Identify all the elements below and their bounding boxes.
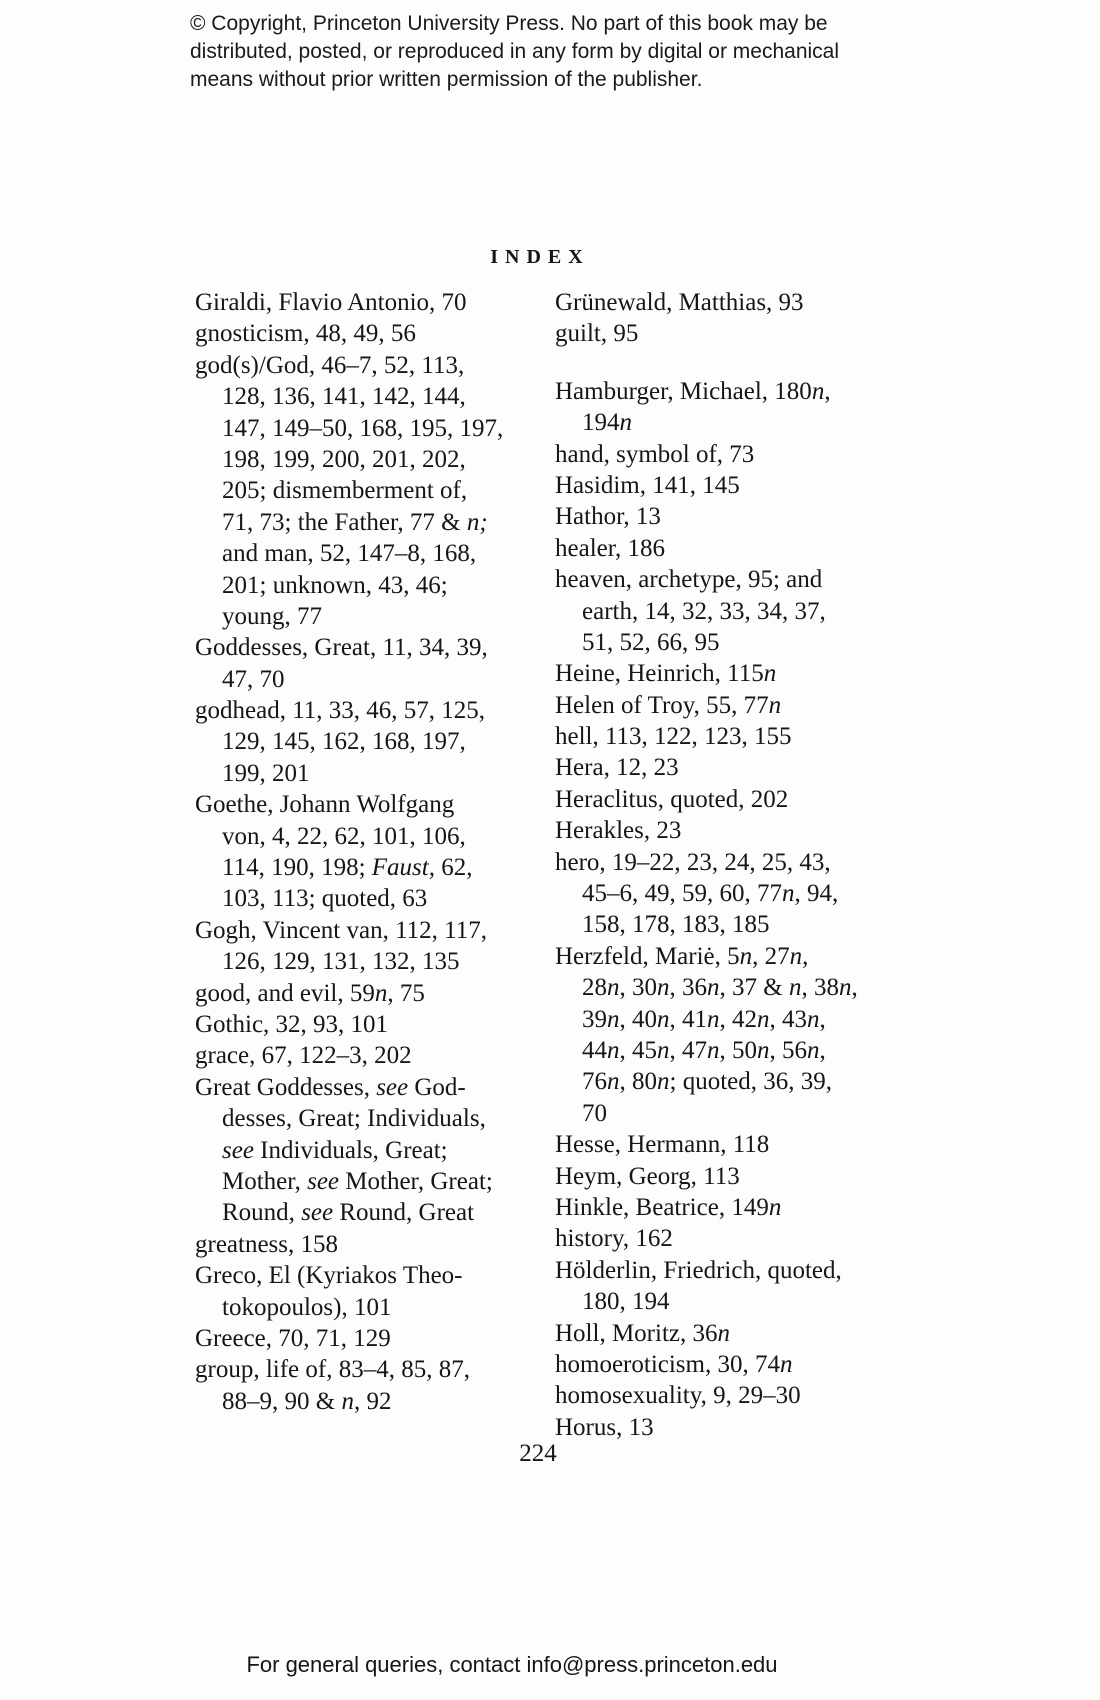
line-text: , 27 [752, 942, 790, 970]
italic-text: n [707, 974, 720, 1002]
line-text: grace, 67, 122–3, 202 [195, 1042, 412, 1070]
line-text: , 36 [669, 974, 707, 1002]
line-text: 47, 70 [222, 665, 285, 693]
line-text: 28 [582, 974, 607, 1002]
line-text: Hölderlin, Friedrich, quoted, [555, 1256, 842, 1284]
line-text: 39 [582, 1005, 607, 1033]
index-line [555, 407, 945, 438]
line-text: , 37 & [719, 974, 789, 1002]
index-line [195, 1323, 525, 1354]
line-text: Hesse, Hermann, 118 [555, 1131, 770, 1159]
line-text: Hera, 12, 23 [555, 754, 679, 782]
line-text: Goethe, Johann Wolfgang [195, 791, 455, 819]
line-text: and man, 52, 147–8, 168, [222, 540, 477, 568]
line-text: Heine, Heinrich, 115 [555, 660, 764, 688]
italic-text: n [811, 377, 825, 405]
line-text: healer, 186 [555, 534, 666, 562]
copyright-line-3: means without prior written permission of the publisher. [190, 68, 703, 91]
line-text: 201; unknown, 43, 46; [222, 571, 448, 599]
italic-text: n [768, 691, 782, 719]
index-line [555, 1035, 945, 1066]
line-text: Hasidim, 141, 145 [555, 471, 740, 499]
index-line [555, 815, 945, 846]
italic-text: n [657, 1005, 670, 1033]
line-text: Goddesses, Great, 11, 34, 39, [195, 634, 488, 662]
line-text: history, 162 [555, 1225, 673, 1253]
index-line [195, 1292, 525, 1323]
line-text: , [819, 1036, 826, 1064]
line-text: god(s)/God, 46–7, 52, 113, [195, 351, 465, 379]
index-line [195, 444, 525, 475]
index-line [555, 784, 945, 815]
line-text: 71, 73; the Father, 77 & [222, 508, 467, 536]
line-text: , 75 [387, 979, 425, 1007]
index-line [195, 758, 525, 789]
italic-text: n [717, 1319, 730, 1347]
index-line [555, 564, 945, 595]
line-text: tokopoulos), 101 [222, 1293, 392, 1321]
index-line [195, 1072, 525, 1103]
italic-text: n [807, 1005, 820, 1033]
line-text: 70 [582, 1099, 607, 1127]
index-line [195, 1135, 525, 1166]
italic-text: n [374, 979, 388, 1007]
line-text: Giraldi, Flavio Antonio, 70 [195, 289, 467, 316]
line-text: godhead, 11, 33, 46, 57, 125, [195, 697, 486, 725]
line-text: Hathor, 13 [555, 503, 661, 531]
line-text: 76 [582, 1068, 607, 1096]
line-text: Herakles, 23 [555, 817, 682, 845]
italic-text: n [657, 1036, 670, 1064]
index-line [195, 1229, 525, 1260]
line-text: , 30 [619, 974, 657, 1002]
index-line [195, 570, 525, 601]
index-line [555, 533, 945, 564]
line-text: 198, 199, 200, 201, 202, [222, 445, 466, 473]
italic-text: n [789, 942, 803, 970]
line-text: 114, 190, 198; [222, 854, 372, 882]
index-line [195, 664, 525, 695]
index-line [195, 883, 525, 914]
index-line [195, 1040, 525, 1071]
line-text: Greece, 70, 71, 129 [195, 1324, 391, 1352]
italic-text: n [779, 1350, 793, 1378]
index-line [555, 1192, 945, 1223]
italic-text: n [607, 1036, 620, 1064]
italic-text: n [657, 974, 670, 1002]
line-text: God- [408, 1073, 466, 1101]
index-line [555, 1286, 945, 1317]
line-text: guilt, 95 [555, 320, 639, 348]
line-text: Individuals, Great; [253, 1136, 448, 1164]
index-line [555, 721, 945, 752]
index-line [555, 972, 945, 1003]
line-text: Heraclitus, quoted, 202 [555, 785, 789, 813]
line-text: good, and evil, 59 [195, 979, 375, 1007]
line-text: Round, Great [333, 1199, 475, 1227]
index-line [555, 627, 945, 658]
line-text: Grünewald, Matthias, 93 [555, 289, 804, 316]
line-text: earth, 14, 32, 33, 34, 37, [582, 597, 826, 625]
italic-text: n [607, 1005, 620, 1033]
italic-text: n [757, 1005, 770, 1033]
italic-text: n [763, 660, 777, 688]
index-line [195, 413, 525, 444]
italic-text: n [707, 1005, 720, 1033]
index-line [195, 852, 525, 883]
italic-text: n [788, 974, 802, 1002]
index-line [195, 381, 525, 412]
italic-text: n [607, 1068, 620, 1096]
line-text: Horus, 13 [555, 1413, 654, 1441]
line-text: , [824, 377, 831, 405]
italic-text: n [607, 974, 620, 1002]
line-text: Helen of Troy, 55, 77 [555, 691, 769, 719]
italic-text: see [307, 1167, 340, 1195]
line-text: 194 [582, 409, 620, 437]
index-line [555, 470, 945, 501]
line-text: , 38 [801, 974, 839, 1002]
line-text: 88–9, 90 & [222, 1387, 342, 1415]
line-text: young, 77 [222, 602, 322, 630]
italic-text: n [707, 1036, 720, 1064]
index-line [555, 847, 945, 878]
italic-text: n [757, 1036, 770, 1064]
line-text: Herzfeld, Mariė, 5 [555, 942, 740, 970]
line-text: Mother, Great; [339, 1167, 493, 1195]
footer-contact: For general queries, contact info@press.princeton.edu [246, 1652, 778, 1677]
italic-text: see [301, 1199, 334, 1227]
copyright-notice [190, 10, 910, 94]
index-line [555, 1380, 945, 1411]
italic-text: n; [466, 508, 488, 536]
italic-text: n [739, 942, 753, 970]
line-text: gnosticism, 48, 49, 56 [195, 320, 416, 348]
index-line [555, 1004, 945, 1035]
index-line [195, 507, 525, 538]
line-text: 103, 113; quoted, 63 [222, 885, 428, 913]
index-line [195, 287, 525, 318]
line-text: , 41 [669, 1005, 707, 1033]
index-line [555, 596, 945, 627]
italic-text: see [222, 1136, 254, 1164]
index-line [195, 915, 525, 946]
line-text: hell, 113, 122, 123, 155 [555, 723, 792, 751]
index-line [195, 978, 525, 1009]
line-text: ; quoted, 36, 39, [669, 1068, 832, 1096]
line-text: homosexuality, 9, 29–30 [555, 1382, 801, 1410]
index-heading: INDEX [490, 246, 590, 268]
index-line [195, 1009, 525, 1040]
page-number: 224 [519, 1440, 557, 1467]
index-columns [195, 287, 945, 1443]
index-line [195, 632, 525, 663]
line-text: hand, symbol of, 73 [555, 440, 755, 468]
index-line [555, 1129, 945, 1160]
index-line [555, 1066, 945, 1097]
line-text: 129, 145, 162, 168, 197, [222, 728, 466, 756]
index-column-right [555, 287, 945, 1443]
line-text: Gogh, Vincent van, 112, 117, [195, 916, 487, 944]
line-text: , [802, 942, 809, 970]
index-line [555, 1223, 945, 1254]
index-line [195, 695, 525, 726]
line-text: 128, 136, 141, 142, 144, [222, 383, 466, 411]
index-line [195, 475, 525, 506]
line-text: greatness, 158 [195, 1230, 339, 1258]
italic-text: n [807, 1036, 820, 1064]
line-text: 205; dismemberment of, [222, 477, 468, 505]
line-text: Greco, El (Kyriakos Theo- [195, 1262, 463, 1290]
line-text: 126, 129, 131, 132, 135 [222, 948, 460, 976]
line-text: 45–6, 49, 59, 60, 77 [582, 880, 782, 908]
index-line [195, 538, 525, 569]
index-column-left [195, 287, 525, 1443]
line-text: , 94, [794, 880, 839, 908]
line-text: desses, Great; Individuals, [222, 1105, 486, 1133]
copyright-line-1: © Copyright, Princeton University Press. No part of this book may be [190, 12, 828, 35]
index-line [195, 726, 525, 757]
line-text: 180, 194 [582, 1288, 670, 1316]
index-line [555, 878, 945, 909]
line-text: , 43 [769, 1005, 807, 1033]
index-line [195, 1103, 525, 1134]
index-line [195, 789, 525, 820]
line-text: , [851, 974, 858, 1002]
index-line [555, 1098, 945, 1129]
line-text: 51, 52, 66, 95 [582, 628, 720, 656]
index-line [555, 909, 945, 940]
index-line [555, 1255, 945, 1286]
italic-text: n [657, 1068, 670, 1096]
line-text: , 45 [619, 1036, 657, 1064]
line-text: 62, [434, 854, 473, 882]
line-text: , 47 [669, 1036, 707, 1064]
italic-text: Faust, [371, 854, 435, 882]
line-text: 147, 149–50, 168, 195, 197, [222, 414, 504, 442]
italic-text: n [341, 1387, 354, 1415]
index-line [195, 601, 525, 632]
index-line [555, 501, 945, 532]
index-line [195, 1166, 525, 1197]
index-line [555, 941, 945, 972]
index-line [555, 658, 945, 689]
line-text: Hinkle, Beatrice, 149 [555, 1193, 769, 1221]
line-text: Heym, Georg, 113 [555, 1162, 740, 1190]
index-line [195, 1354, 525, 1385]
index-line [555, 1318, 945, 1349]
index-line [195, 821, 525, 852]
index-line [195, 350, 525, 381]
italic-text: n [838, 974, 852, 1002]
italic-text: n [619, 409, 632, 437]
line-text: Holl, Moritz, 36 [555, 1319, 718, 1347]
index-line [195, 1197, 525, 1228]
index-line [555, 690, 945, 721]
line-text: heaven, archetype, 95; and [555, 566, 823, 594]
line-text: 158, 178, 183, 185 [582, 911, 770, 939]
line-text: Hamburger, Michael, 180 [555, 377, 812, 405]
line-text: Gothic, 32, 93, 101 [195, 1010, 389, 1038]
line-text: , 40 [619, 1005, 657, 1033]
line-text: , 50 [719, 1036, 757, 1064]
line-text: 44 [582, 1036, 607, 1064]
index-line [195, 1260, 525, 1291]
line-text: , 92 [353, 1387, 392, 1415]
index-blank-line [555, 350, 945, 376]
line-text: Mother, [222, 1167, 308, 1195]
line-text: hero, 19–22, 23, 24, 25, 43, [555, 848, 831, 876]
index-line [555, 439, 945, 470]
index-line [555, 1412, 945, 1443]
line-text: von, 4, 22, 62, 101, 106, [222, 822, 466, 850]
index-line [555, 752, 945, 783]
index-line [195, 1386, 525, 1417]
line-text: , 56 [769, 1036, 807, 1064]
index-line [555, 318, 945, 349]
index-line [555, 1349, 945, 1380]
line-text: homoeroticism, 30, 74 [555, 1350, 780, 1378]
line-text: , [819, 1005, 826, 1033]
italic-text: n [768, 1193, 782, 1221]
index-line [555, 287, 945, 318]
copyright-line-2: distributed, posted, or reproduced in any form by digital or mechanical [190, 40, 840, 63]
italic-text: see [376, 1073, 409, 1101]
index-line [555, 1161, 945, 1192]
index-line [555, 376, 945, 407]
index-line [195, 318, 525, 349]
line-text: group, life of, 83–4, 85, 87, [195, 1356, 470, 1384]
line-text: 199, 201 [222, 759, 310, 787]
line-text: Great Goddesses, [195, 1073, 377, 1101]
index-line [195, 946, 525, 977]
line-text: , 42 [719, 1005, 757, 1033]
line-text: , 80 [619, 1068, 657, 1096]
line-text: Round, [222, 1199, 302, 1227]
italic-text: n [782, 880, 795, 908]
